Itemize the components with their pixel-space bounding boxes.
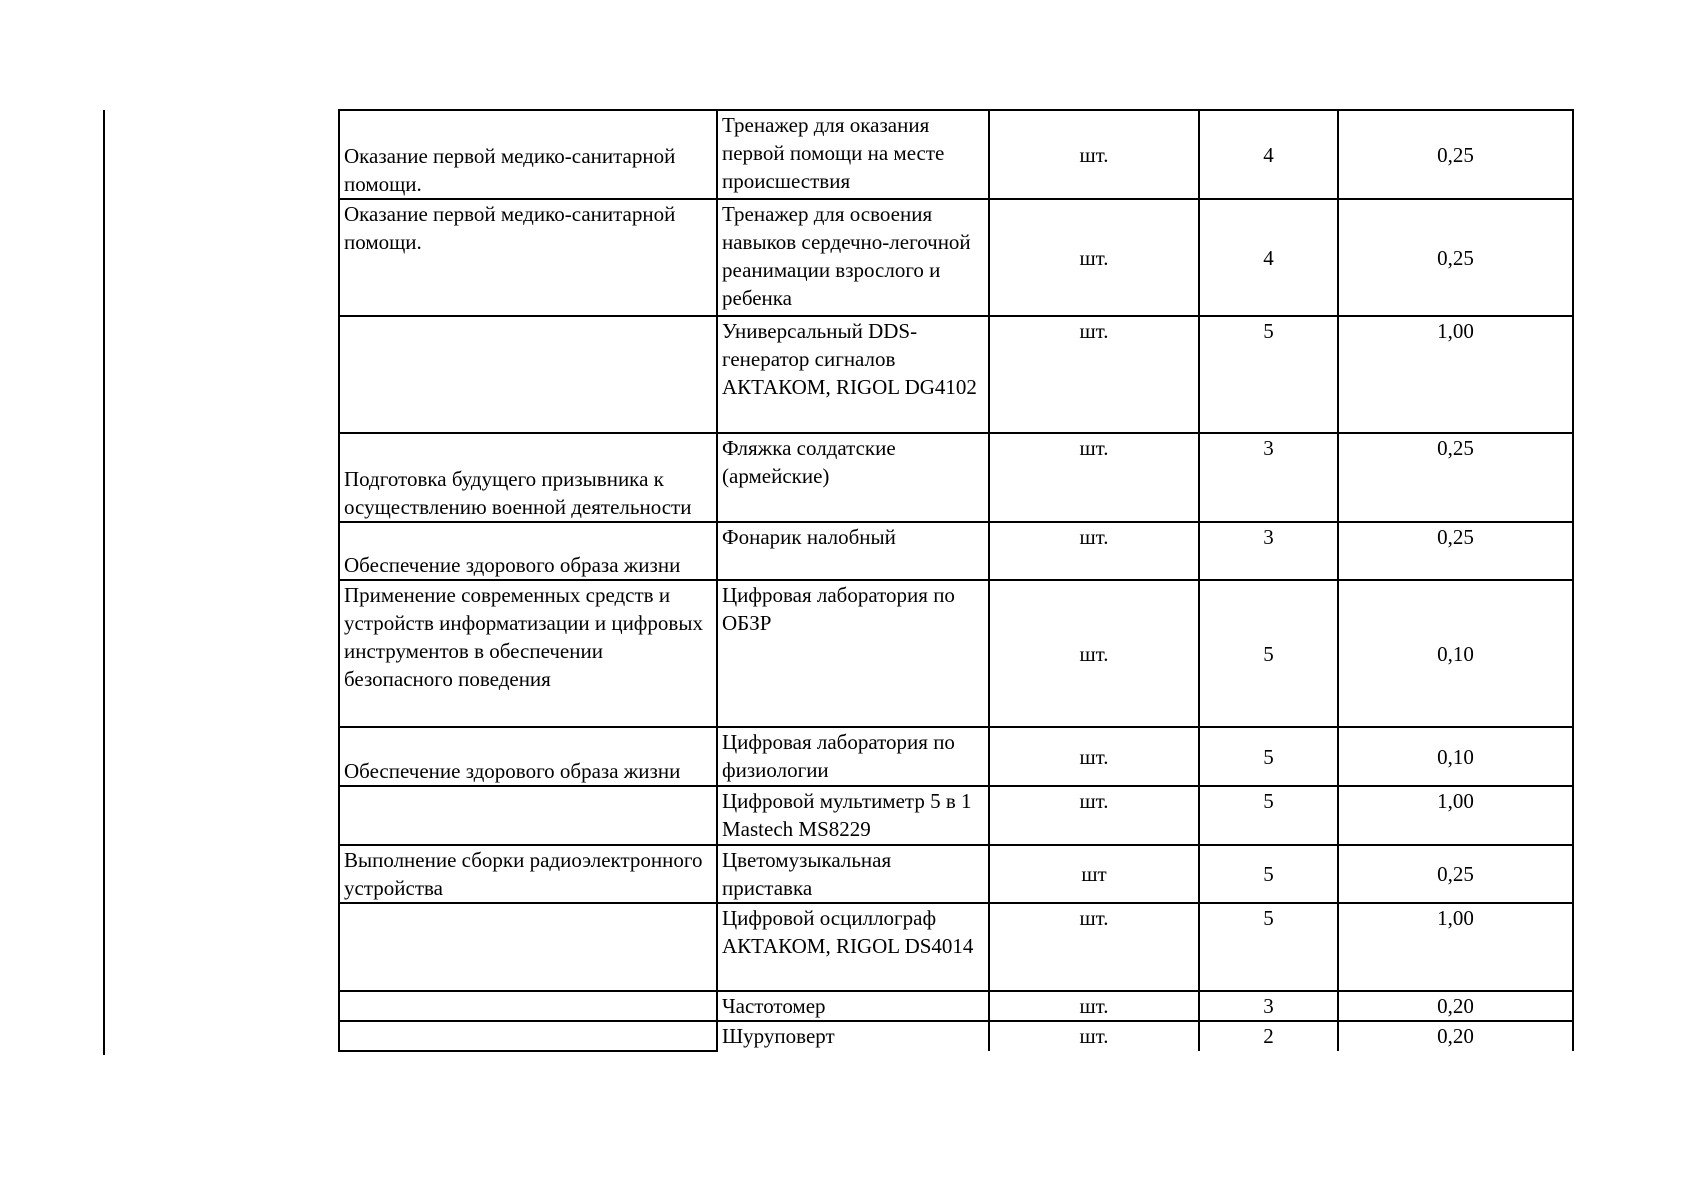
unit-cell: шт (989, 845, 1199, 903)
coef-cell: 0,25 (1338, 110, 1573, 199)
qty-cell: 5 (1199, 316, 1338, 433)
section-cell (339, 991, 717, 1021)
item-cell: Тренажер для оказания первой помощи на месте происшествия (717, 110, 989, 199)
table-row (339, 786, 1573, 845)
item-cell: Цифровой мультиметр 5 в 1 Mastech MS8229 (717, 786, 989, 845)
qty-cell: 3 (1199, 522, 1338, 580)
qty-cell: 3 (1199, 433, 1338, 522)
coef-cell: 1,00 (1338, 316, 1573, 433)
section-cell: Обеспечение здорового образа жизни (339, 727, 717, 786)
item-cell: Фонарик налобный (717, 522, 989, 580)
coef-cell: 0,20 (1338, 1021, 1573, 1051)
coef-cell: 0,10 (1338, 580, 1573, 727)
qty-cell: 4 (1199, 110, 1338, 199)
unit-cell: шт. (989, 991, 1199, 1021)
coef-cell: 0,25 (1338, 845, 1573, 903)
item-cell: Универсальный DDS-генератор сигналов АКТАКОМ, RIGOL DG4102 (717, 316, 989, 433)
section-cell: Обеспечение здорового образа жизни (339, 522, 717, 580)
table-row (339, 580, 1573, 727)
qty-cell: 5 (1199, 580, 1338, 727)
coef-cell: 0,20 (1338, 991, 1573, 1021)
unit-cell: шт. (989, 110, 1199, 199)
equipment-table (338, 109, 1574, 1052)
item-cell: Цифровая лаборатория по физиологии (717, 727, 989, 786)
table-row (339, 903, 1573, 991)
item-cell: Цифровой осциллограф АКТАКОМ, RIGOL DS4014 (717, 903, 989, 991)
qty-cell: 5 (1199, 903, 1338, 991)
unit-cell: шт. (989, 199, 1199, 316)
section-cell (339, 786, 717, 845)
coef-cell: 0,10 (1338, 727, 1573, 786)
coef-cell: 0,25 (1338, 433, 1573, 522)
unit-cell: шт. (989, 580, 1199, 727)
unit-cell: шт. (989, 786, 1199, 845)
item-cell: Фляжка солдатские (армейские) (717, 433, 989, 522)
table-row (339, 727, 1573, 786)
section-cell: Оказание первой медико-санитарной помощи. (339, 199, 717, 316)
qty-cell: 5 (1199, 727, 1338, 786)
table-row (339, 316, 1573, 433)
qty-cell: 5 (1199, 845, 1338, 903)
unit-cell: шт. (989, 1021, 1199, 1051)
left-margin-rule (103, 110, 105, 1055)
item-cell: Частотомер (717, 991, 989, 1021)
unit-cell: шт. (989, 433, 1199, 522)
table-row (339, 199, 1573, 316)
table-row (339, 110, 1573, 199)
qty-cell: 2 (1199, 1021, 1338, 1051)
item-cell: Цифровая лаборатория по ОБЗР (717, 580, 989, 727)
section-cell (339, 1021, 717, 1051)
section-cell: Выполнение сборки радиоэлектронного устройства (339, 845, 717, 903)
unit-cell: шт. (989, 727, 1199, 786)
qty-cell: 5 (1199, 786, 1338, 845)
coef-cell: 1,00 (1338, 786, 1573, 845)
coef-cell: 1,00 (1338, 903, 1573, 991)
section-cell (339, 316, 717, 433)
section-cell: Применение современных средств и устройств информатизации и цифровых инструментов в обеспечении безопасного поведения (339, 580, 717, 727)
unit-cell: шт. (989, 522, 1199, 580)
unit-cell: шт. (989, 903, 1199, 991)
section-cell: Подготовка будущего призывника к осуществлению военной деятельности (339, 433, 717, 522)
table-row (339, 433, 1573, 522)
coef-cell: 0,25 (1338, 199, 1573, 316)
unit-cell: шт. (989, 316, 1199, 433)
item-cell: Шуруповерт (717, 1021, 989, 1051)
section-cell (339, 903, 717, 991)
qty-cell: 4 (1199, 199, 1338, 316)
table-row (339, 991, 1573, 1021)
item-cell: Тренажер для освоения навыков сердечно-легочной реанимации взрослого и ребенка (717, 199, 989, 316)
section-cell: Оказание первой медико-санитарной помощи. (339, 110, 717, 199)
coef-cell: 0,25 (1338, 522, 1573, 580)
table-row (339, 522, 1573, 580)
table-row (339, 845, 1573, 903)
qty-cell: 3 (1199, 991, 1338, 1021)
table-row (339, 1021, 1573, 1051)
item-cell: Цветомузыкальная приставка (717, 845, 989, 903)
